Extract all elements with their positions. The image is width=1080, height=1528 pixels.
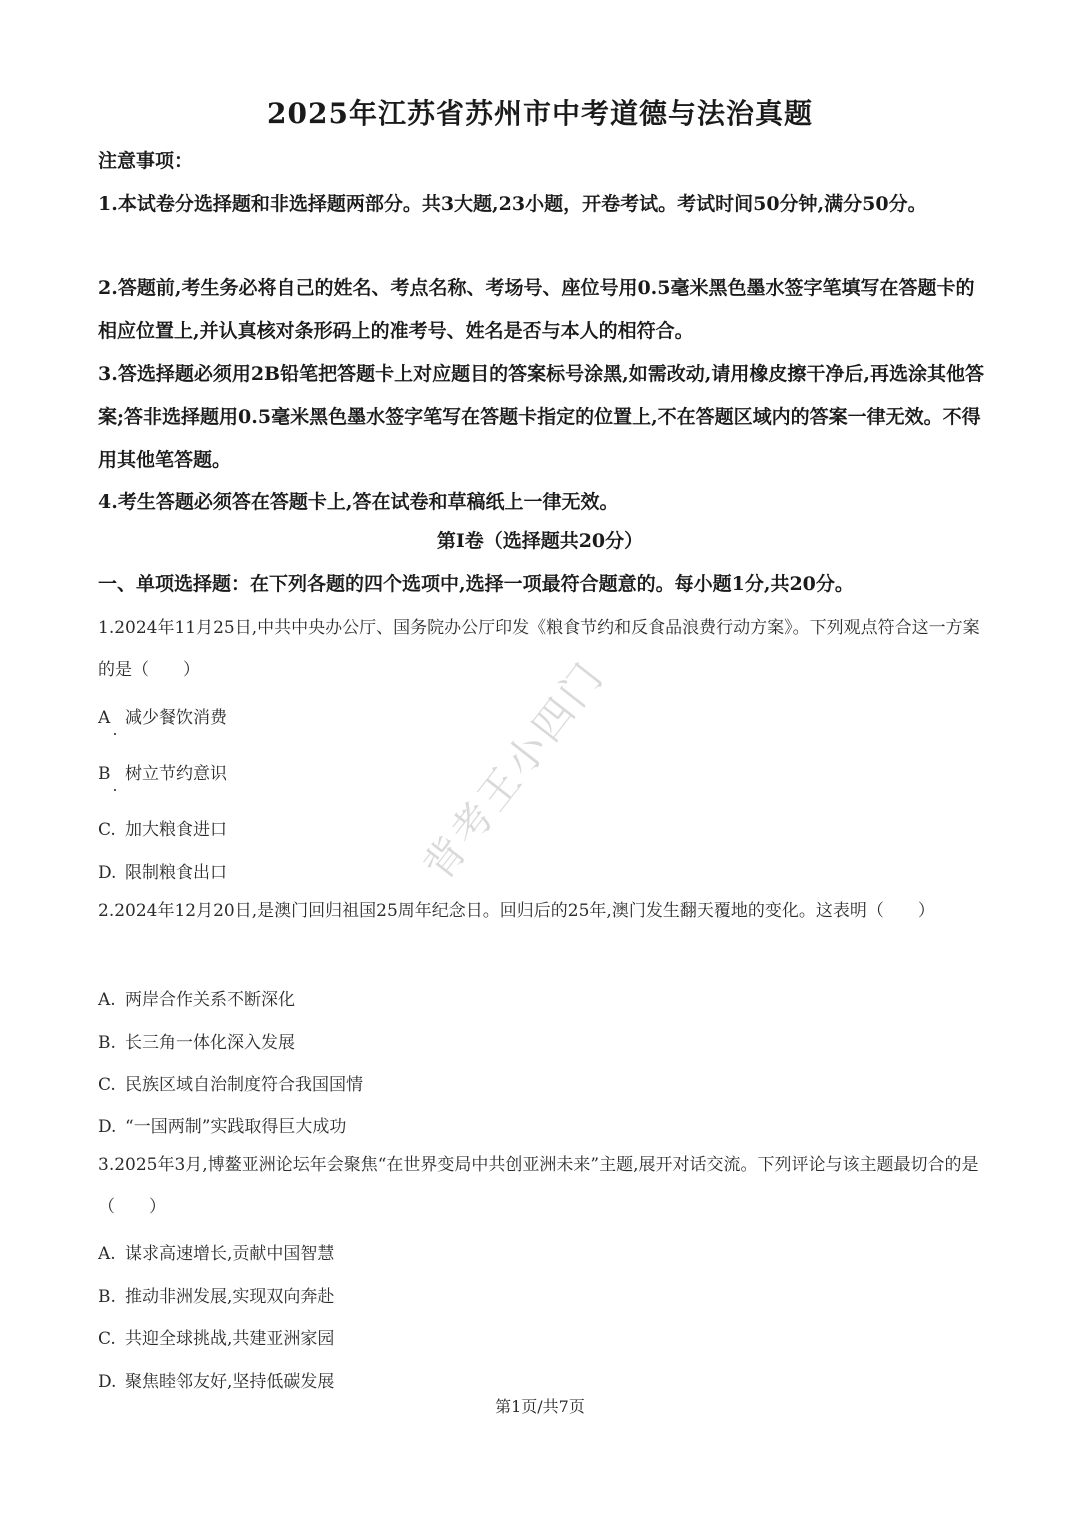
option-letter: A. [98,1244,116,1264]
page-footer: 第1页/共7页 [495,1397,585,1416]
option-text: 谋求高速增长,贡献中国智慧 [125,1244,335,1264]
option-text: 限制粮食出口 [125,863,227,883]
question-2-option-c [98,1070,363,1095]
question-3-option-d [98,1367,334,1392]
notice-item-1: 1.本试卷分选择题和非选择题两部分。共3大题,23小题，开卷考试。考试时间50分钟,满分50分。 [98,193,927,215]
question-2-stem: 2.2024年12月20日,是澳门回归祖国25周年纪念日。回归后的25年,澳门发生翻天覆地的变化。这表明（ ） [98,901,935,921]
question-2-option-a [98,985,295,1010]
watermark: 背考王小四门 [415,652,615,889]
page-title: 2025年江苏省苏州市中考道德与法治真题 [267,97,813,130]
option-letter: A [98,708,111,728]
option-text: 共迎全球挑战,共建亚洲家园 [125,1329,335,1349]
question-3-option-a [98,1239,334,1264]
question-1-option-a [98,703,227,728]
stray-dot [114,789,116,791]
question-3-option-b [98,1282,334,1307]
notice-item-2: 2.答题前,考生务必将自己的姓名、考点名称、考场号、座位号用0.5毫米黑色墨水签字笔填写在答题卡的相应位置上,并认真核对条形码上的准考号、姓名是否与本人的相符合。 [98,277,975,342]
stray-dot [114,733,116,735]
question-3-stem: 3.2025年3月,博鳌亚洲论坛年会聚焦“在世界变局中共创亚洲未来”主题,展开对话交流。下列评论与该主题最切合的是（ ） [98,1155,979,1217]
option-letter: C. [98,1329,116,1349]
question-1-option-d [98,858,227,883]
question-3-option-c [98,1324,334,1349]
question-1-option-c [98,815,227,840]
notice-item-3: 3.答选择题必须用2B铅笔把答题卡上对应题目的答案标号涂黑,如需改动,请用橡皮擦干净后,再选涂其他答案;答非选择题用0.5毫米黑色墨水签字笔写在答题卡指定的位置上,不在答题区域内的答案一律无效。不得用其他笔答题。 [98,363,984,471]
question-1-stem: 1.2024年11月25日,中共中央办公厅、国务院办公厅印发《粮食节约和反食品浪费行动方案》。下列观点符合这一方案的是（ ） [98,618,980,680]
section-title: 第I卷（选择题共20分） [436,530,644,552]
option-letter: D. [98,863,117,883]
question-2-option-b [98,1028,295,1053]
section-instruction: 一、单项选择题：在下列各题的四个选项中,选择一项最符合题意的。每小题1分,共20分。 [98,573,854,595]
option-text: 聚焦睦邻友好,坚持低碳发展 [125,1372,335,1392]
option-text: “一国两制”实践取得巨大成功 [125,1117,347,1137]
notice-heading: 注意事项： [98,150,194,172]
option-text: 两岸合作关系不断深化 [125,990,295,1010]
option-letter: B [98,764,111,784]
option-letter: D. [98,1372,117,1392]
notice-item-4: 4.考生答题必须答在答题卡上,答在试卷和草稿纸上一律无效。 [98,491,619,513]
question-2-option-d [98,1112,346,1137]
option-letter: C. [98,820,116,840]
option-text: 加大粮食进口 [125,820,227,840]
option-letter: A. [98,990,116,1010]
option-letter: C. [98,1075,116,1095]
option-text: 民族区域自治制度符合我国国情 [125,1075,363,1095]
option-letter: B. [98,1033,116,1053]
option-text: 推动非洲发展,实现双向奔赴 [125,1287,335,1307]
question-1-option-b [98,759,227,784]
option-letter: B. [98,1287,116,1307]
option-text: 长三角一体化深入发展 [125,1033,295,1053]
option-text: 减少餐饮消费 [125,708,227,728]
option-text: 树立节约意识 [125,764,227,784]
option-letter: D. [98,1117,117,1137]
